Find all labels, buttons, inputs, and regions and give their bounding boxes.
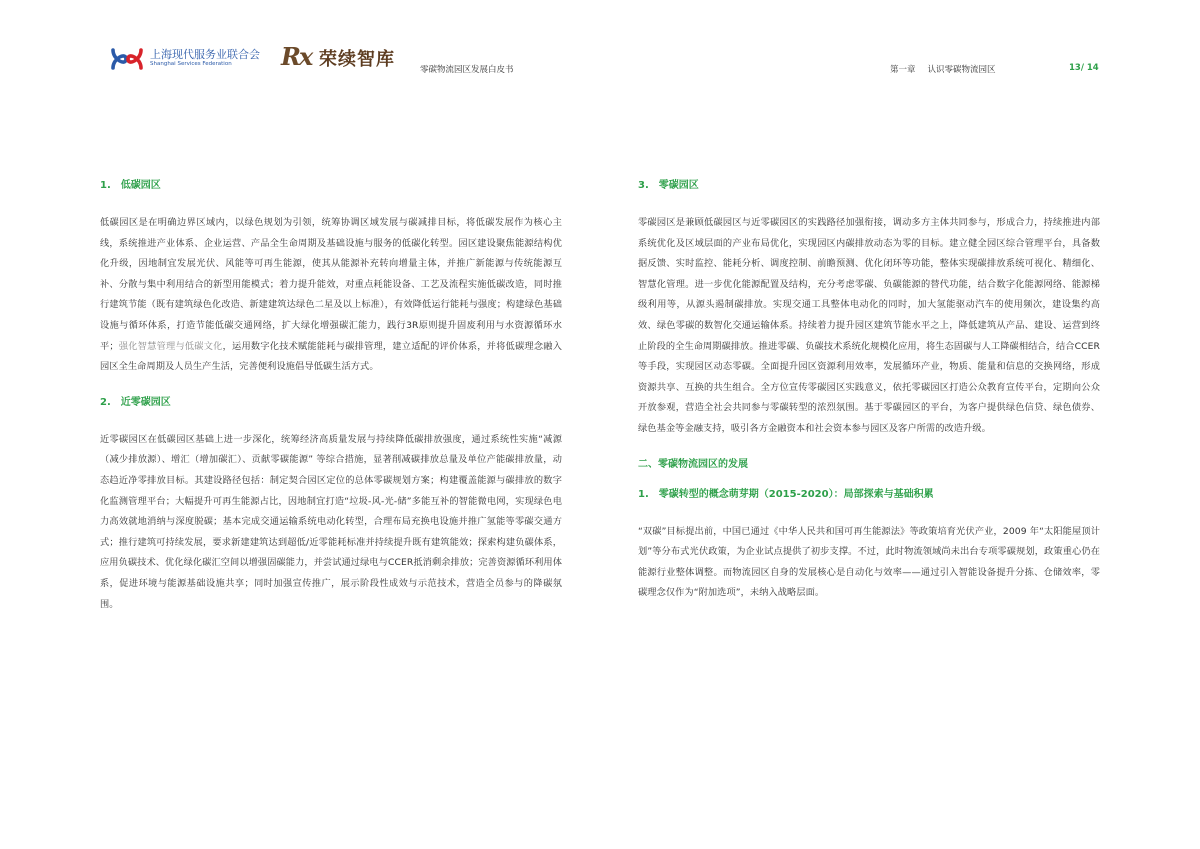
document-title: 零碳物流园区发展白皮书 (420, 65, 514, 75)
subsection-heading-concept-phase: 1. 零碳转型的概念萌芽期（2015-2020）：局部探索与基础积累 (638, 488, 934, 500)
federation-logo (110, 44, 270, 74)
federation-name-cn: 上海现代服务业联合会 (150, 48, 260, 61)
section-heading-zero-carbon-park: 3. 零碳园区 (638, 180, 699, 191)
section-heading-development: 二、零碳物流园区的发展 (638, 458, 748, 470)
page-header (0, 0, 1200, 100)
right-column (638, 178, 1100, 604)
page-number: 13/ 14 (1069, 63, 1099, 73)
paragraph-text-end: ，运用数字化技术赋能能耗与碳排管理，建立适配的评价体系，并将低碳理念融入园区全生命周期及人员生产生活，完善便利设施倡导低碳生活方式。 (100, 340, 562, 373)
federation-name-en: Shanghai Services Federation (150, 61, 232, 67)
chapter-indicator (890, 63, 996, 75)
left-column (100, 178, 562, 615)
chapter-label: 第一章 (890, 65, 916, 75)
rx-logo-name: 荣续智库 (319, 49, 395, 70)
federation-emblem-icon (110, 46, 144, 72)
chapter-title: 认识零碳物流园区 (927, 65, 996, 75)
paragraph-text-faint: 强化智慧管理与低碳文化 (118, 340, 223, 352)
paragraph-low-carbon-park (100, 213, 562, 378)
section-heading-near-zero-carbon-park: 2. 近零碳园区 (100, 396, 171, 408)
paragraph-zero-carbon-park: 零碳园区是兼顾低碳园区与近零碳园区的实践路径加强衔接，调动多方主体共同参与，形成合力，持续推进内部系统优化及区域层面的产业布局优化，实现园区内碳排放动态为零的目标。建立健全园区综合管理平台，具备数据反馈、实时监控、能耗分析、调度控制、前瞻预测、优化闭环等功能，整体实现碳排放系统可视化、精细化、智慧化管理。进一步优化能源配置及结构，充分考虑零碳、负碳能源的替代功能，结合数字化能源网络、能源梯级利用等，从源头遏制碳排放。实现交通工具整体电动化的同时，加大氢能驱动汽车的使用频次，建设集约高效、绿色零碳的数智化交通运输体系。持续着力提升园区建筑节能水平之上，降低建筑从产品、建设、运营到终止阶段的全生命周期碳排放。推进零碳、负碳技术系统化规模化应用，将生态固碳与人工降碳相结合，结合CCER等手段，实现园区动态零碳。全面提升园区资源利用效率，发展循环产业，物质、能量和信息的交换网络，形成资源共享、互换的共生组合。全方位宣传零碳园区实践意义，依托零碳园区打造公众教育宣传平台，定期向公众开放参观，营造全社会共同参与零碳转型的浓烈氛围。基于零碳园区的平台，为客户提供绿色信贷、绿色债券、绿色基金等金融支持，吸引各方金融资本和社会资本参与园区及客户所需的改造升级。 (638, 217, 1100, 434)
paragraph-near-zero-carbon-park: 近零碳园区在低碳园区基础上进一步深化，统筹经济高质量发展与持续降低碳排放强度，通过系统性实施“减源（减少排放源）、增汇（增加碳汇）、贡献零碳能源” 等综合措施，显著削减碳排放总量及单位产能碳排放量，动态趋近净零排放目标。其建设路径包括：制定契合园区定位的总体零碳规划方案；构建覆盖能源与碳排放的数字化监测管理平台；大幅提升可再生能源占比，因地制宜打造“垃圾-风-光-储”多能互补的智能微电网，实现绿色电力高效就地消纳与深度脱碳；基本完成交通运输系统电动化转型，合理布局充换电设施并推广氢能等零碳交通方式；推行建筑可持续发展，要求新建建筑达到超低/近零能耗标准并持续提升既有建筑能效；探索构建负碳体系，应用负碳技术、优化绿化碳汇空间以增强固碳能力，并尝试通过绿电与CCER抵消剩余排放；完善资源循环利用体系，促进环境与能源基础设施共享；同时加强宣传推广，展示阶段性成效与示范技术，营造全员参与的降碳氛围。 (100, 433, 562, 610)
section-heading-low-carbon-park: 1. 低碳园区 (100, 180, 161, 191)
paragraph-text: 低碳园区是在明确边界区域内，以绿色规划为引领，统筹协调区域发展与碳减排目标，将低碳发展作为核心主线，系统推进产业体系、企业运营、产品全生命周期及基础设施与服务的低碳化转型。园区建设聚焦能源结构优化升级，因地制宜发展光伏、风能等可再生能源，使其从能源补充转向增量主体，并推广新能源与传统能源互补、分散与集中利用结合的新型用能模式；着力提升能效，对重点耗能设备、工艺及流程实施低碳改造，同时推行建筑节能（既有建筑绿色化改造、新建建筑达绿色二星及以上标准），有效降低运行能耗与强度；构建绿色基础设施与循环体系，打造节能低碳交通网络，扩大绿化增强碳汇能力，践行3R原则提升固废利用与水资源循环水平； (100, 217, 562, 352)
rx-logo-mark: Rx (281, 42, 312, 71)
paragraph-concept-phase: “双碳”目标提出前，中国已通过《中华人民共和国可再生能源法》等政策培育光伏产业，2009 年“太阳能屋顶计划”等分布式光伏政策，为企业试点提供了初步支撑。不过，此时物流领域尚未出台专项零碳规划，政策重心仍在能源行业整体调整。而物流园区自身的发展核心是自动化与效率——通过引入智能设备提升分拣、仓储效率，零碳理念仅作为“附加选项”，未纳入战略层面。 (638, 525, 1100, 599)
